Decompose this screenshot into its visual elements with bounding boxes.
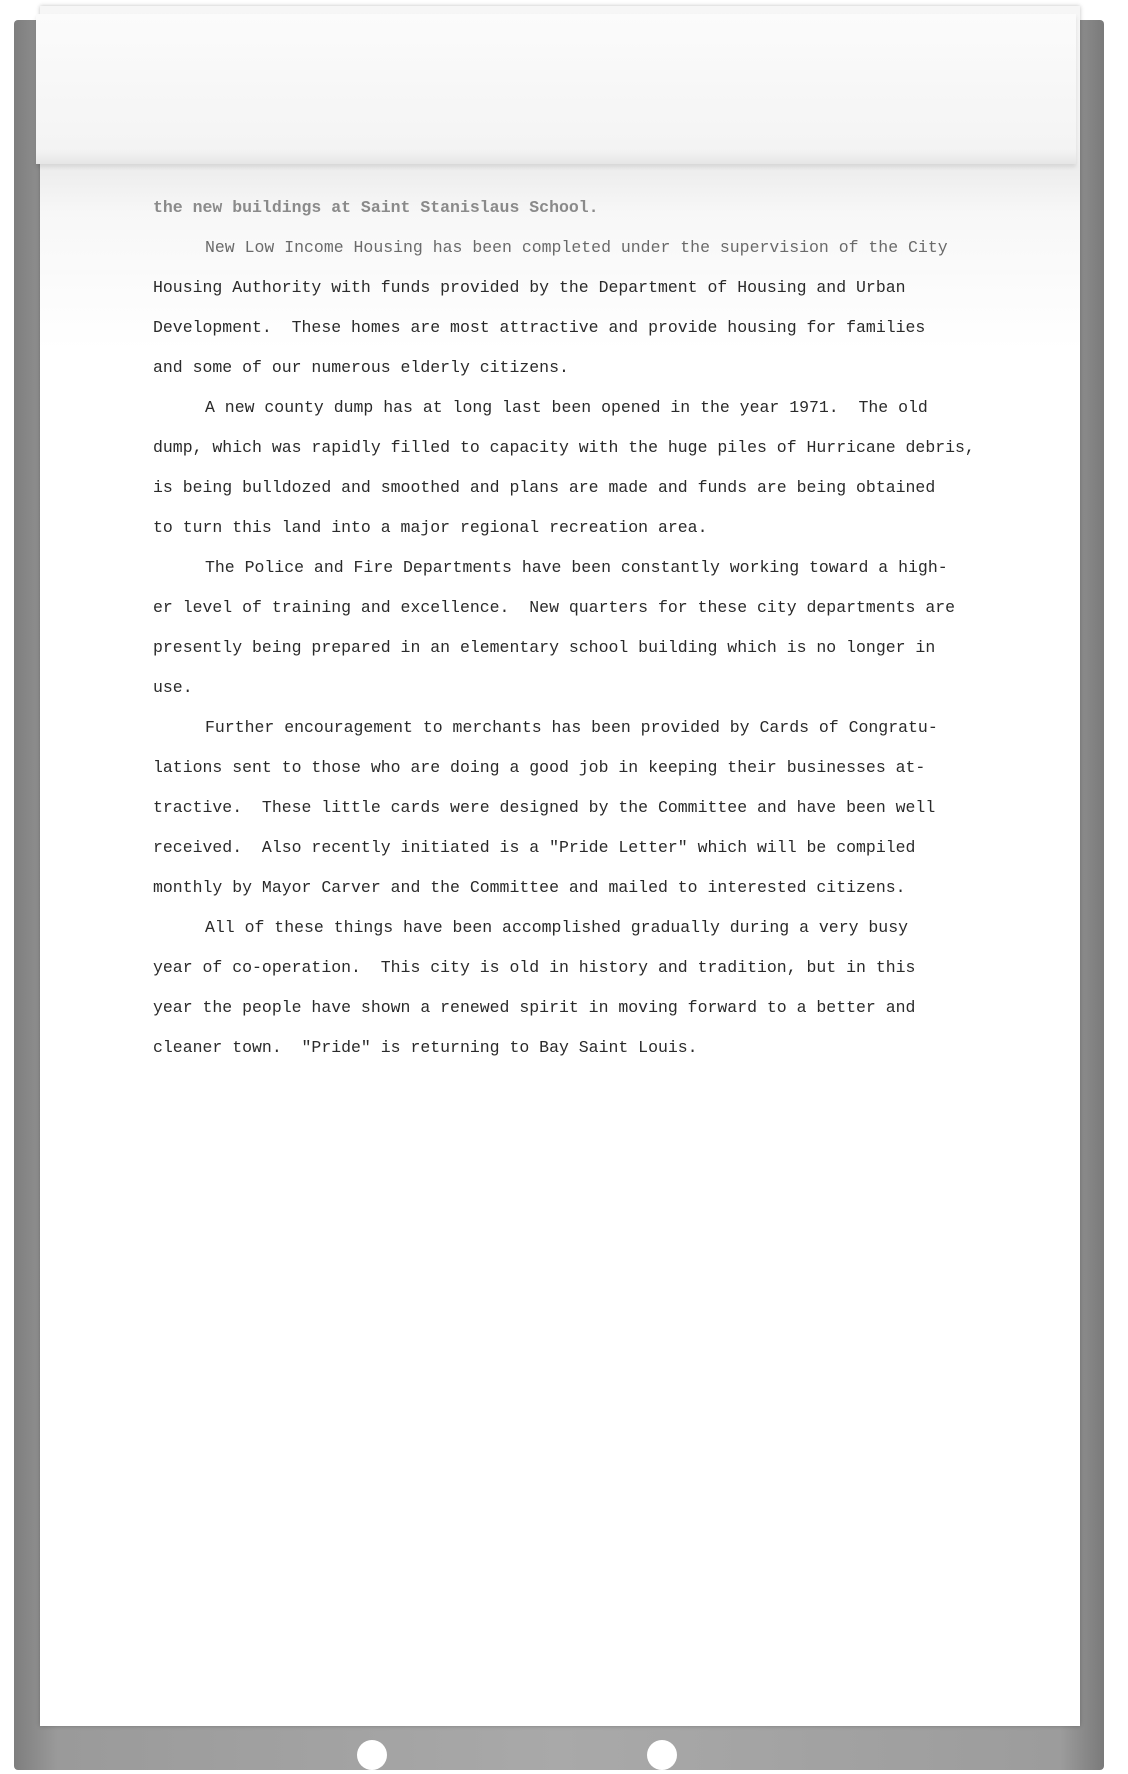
text-line: and some of our numerous elderly citizens. [153, 358, 569, 377]
paragraph-first-line: The Police and Fire Departments have been constantly working toward a high- [205, 558, 948, 577]
text-line: er level of training and excellence. New quarters for these city departments are [153, 598, 956, 617]
paragraph-first-line: Further encouragement to merchants has been provided by Cards of Congratu- [205, 718, 938, 737]
punch-hole-right [647, 1740, 677, 1770]
text-line: cleaner town. "Pride" is returning to Bay Saint Louis. [153, 1038, 698, 1057]
paragraph-first-line: New Low Income Housing has been completed under the supervision of the City [205, 238, 948, 257]
folded-top-flap [36, 14, 1076, 164]
text-line: lations sent to those who are doing a good job in keeping their businesses at- [153, 758, 926, 777]
text-line: Development. These homes are most attractive and provide housing for families [153, 318, 926, 337]
paragraph-first-line: A new county dump has at long last been opened in the year 1971. The old [205, 398, 928, 417]
punch-hole-left [357, 1740, 387, 1770]
text-line: presently being prepared in an elementary school building which is no longer in [153, 638, 936, 657]
text-line: tractive. These little cards were designed by the Committee and have been well [153, 798, 936, 817]
text-line: year the people have shown a renewed spirit in moving forward to a better and [153, 998, 916, 1017]
text-line: Housing Authority with funds provided by the Department of Housing and Urban [153, 278, 906, 297]
text-line: use. [153, 678, 193, 697]
text-line: received. Also recently initiated is a "Pride Letter" which will be compiled [153, 838, 916, 857]
text-line: dump, which was rapidly filled to capacity with the huge piles of Hurricane debris, [153, 438, 975, 457]
text-line: year of co-operation. This city is old in history and tradition, but in this [153, 958, 916, 977]
paragraph-first-line: All of these things have been accomplished gradually during a very busy [205, 918, 909, 937]
typed-text-body [153, 188, 993, 1068]
text-line: the new buildings at Saint Stanislaus School. [153, 198, 599, 217]
text-line: to turn this land into a major regional recreation area. [153, 518, 708, 537]
text-line: monthly by Mayor Carver and the Committee and mailed to interested citizens. [153, 878, 906, 897]
text-line: is being bulldozed and smoothed and plans are made and funds are being obtained [153, 478, 936, 497]
